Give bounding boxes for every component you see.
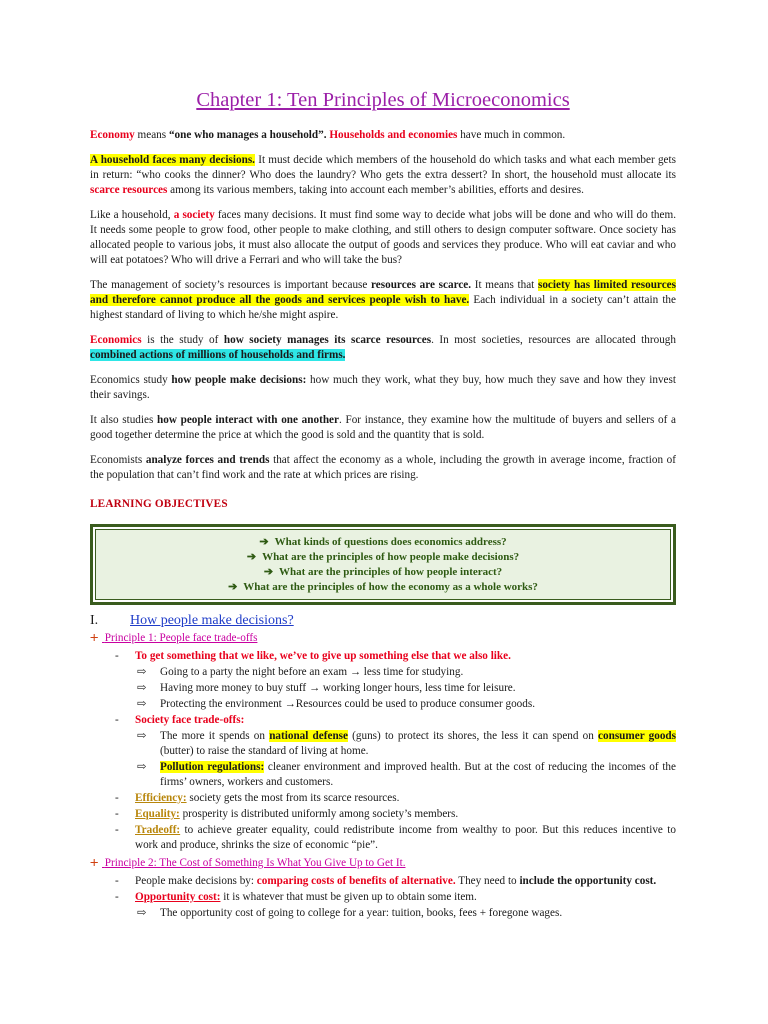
sub-list-item <box>90 681 676 696</box>
text: it is whatever that must be given up to obtain some item. <box>220 891 477 903</box>
dash-bullet: - <box>115 875 119 887</box>
objective-1 <box>96 535 670 550</box>
text: It also studies <box>90 414 158 426</box>
term-economics: Economics <box>90 334 142 346</box>
text: People make decisions by: <box>135 875 257 887</box>
sub-bullet-text: The opportunity cost of going to college for a year: tuition, books, fees + foregone wages. <box>160 907 563 919</box>
text: It means that <box>471 279 538 291</box>
paragraph-society <box>90 208 676 268</box>
list-item <box>90 823 676 853</box>
term-households: Households and economies <box>329 129 458 141</box>
objective-4 <box>96 580 670 595</box>
list-item <box>90 791 676 806</box>
arrow-bullet-icon: ⇨ <box>137 666 147 678</box>
learning-objectives-heading: LEARNING OBJECTIVES <box>90 498 228 510</box>
objective-2 <box>96 550 670 565</box>
text: is the study of <box>141 334 224 346</box>
text: Like a household, <box>90 209 174 221</box>
term-comparing-costs: comparing costs of benefits of alternative. <box>256 875 456 887</box>
term-society: a society <box>173 209 215 221</box>
highlight-limited-resources: society has limited resources and therefore cannot produce all the goods and services people wish to have. <box>90 279 676 306</box>
text: . For instance, they examine how the multitude of buyers and sellers of a good together determine the price at which the good is sold and the quantity that is sold. <box>90 414 676 441</box>
paragraph-economics <box>90 333 676 363</box>
arrow-bullet-icon: ⇨ <box>137 907 147 919</box>
text-bold: include the opportunity cost. <box>519 875 657 887</box>
text: They need to <box>455 875 520 887</box>
text: (butter) to raise the standard of living at home. <box>160 745 369 757</box>
dash-bullet: - <box>115 891 119 903</box>
dash-bullet: - <box>115 650 119 662</box>
dash-bullet: - <box>115 824 119 836</box>
text: faces many decisions. It must find some way to decide what jobs will be done and who will do them. It needs some people to grow food, other people to make clothing, and still others to design computer software. Once society has allocated people to various jobs, it must also allocate the output of goods and services they produce. Who will eat caviar and who will eat potatoes? Who will drive a Ferrari and who will take the bus? <box>90 209 676 266</box>
objective-3 <box>96 565 670 580</box>
sub-bullet-text: Protecting the environment →Resources could be used to produce consumer goods. <box>160 698 536 710</box>
text-bold: how people make decisions: <box>171 374 307 386</box>
term-opportunity-cost: Opportunity cost: <box>135 891 221 903</box>
text: that affect the economy as a whole, including the growth in average income, fraction of the population that can’t find work and the rate at which prices are rising. <box>90 454 676 481</box>
arrow-right-icon: ➔ <box>263 566 274 578</box>
objective-text: What are the principles of how the economy as a whole works? <box>243 581 538 593</box>
text-bold: resources are scarce. <box>371 279 472 291</box>
list-item <box>90 890 676 905</box>
arrow-bullet-icon: ⇨ <box>137 730 147 742</box>
paragraph-decisions <box>90 373 676 403</box>
text: to achieve greater equality, could redistribute income from wealthy to poor. But this reduces incentive to work and produce, shrinks the size of economic “pie”. <box>135 824 676 851</box>
text-bold: “one who manages a household”. <box>168 129 327 141</box>
objectives-box-inner <box>95 529 671 600</box>
highlight-pollution: Pollution regulations: <box>160 761 265 773</box>
text-bold: how society manages its scarce resources <box>223 334 432 346</box>
sub-list-item <box>90 665 676 680</box>
paragraph-management <box>90 278 676 323</box>
list-item <box>90 807 676 822</box>
arrow-right-icon: ➔ <box>259 536 269 548</box>
text-bold: how people interact with one another <box>157 414 339 426</box>
text: Economics study <box>90 374 172 386</box>
sub-list-item <box>90 697 676 712</box>
text: among its various members, taking into account each member’s abilities, efforts and desires. <box>167 184 584 196</box>
arrow-right-icon: ➔ <box>228 581 238 593</box>
sub-bullet-text: Having more money to buy stuff → working longer hours, less time for leisure. <box>160 682 516 694</box>
document-page <box>90 84 676 922</box>
paragraph-household <box>90 153 676 198</box>
text: The more it spends on <box>160 730 270 742</box>
text: It must decide which members of the household do which tasks and what each member gets in return: “who cooks the dinner? Who does the laundry? Who gets the extra dessert? In short, the household must allocate its <box>90 154 676 181</box>
bullet-text: Society face trade-offs: <box>135 714 245 726</box>
highlight-consumer-goods: consumer goods <box>598 730 676 742</box>
text: means <box>134 129 169 141</box>
objective-text: What are the principles of how people make decisions? <box>262 551 520 563</box>
bullet-text: To get something that we like, we’ve to give up something else that we also like. <box>135 650 511 662</box>
text: society gets the most from its scarce resources. <box>186 792 400 804</box>
highlight-national-defense: national defense <box>269 730 348 742</box>
sub-list-item <box>90 729 676 759</box>
term-efficiency: Efficiency: <box>135 792 187 804</box>
objective-text: What kinds of questions does economics address? <box>274 536 507 548</box>
text: (guns) to protect its shores, the less it can spend on <box>347 730 599 742</box>
dash-bullet: - <box>115 792 119 804</box>
highlight-combined-actions: combined actions of millions of households and firms. <box>90 349 346 361</box>
list-item <box>90 874 676 889</box>
sub-bullet-text: Going to a party the night before an exam → less time for studying. <box>160 666 464 678</box>
arrow-bullet-icon: ⇨ <box>137 761 147 773</box>
text-bold: analyze forces and trends <box>145 454 270 466</box>
arrow-bullet-icon: ⇨ <box>137 698 147 710</box>
paragraph-forces <box>90 453 676 483</box>
term-scarce-resources: scarce resources <box>90 184 168 196</box>
text: Each individual in a society can’t attain the highest standard of living to which he/she might aspire. <box>90 294 676 321</box>
paragraph-interact <box>90 413 676 443</box>
text: have much in common. <box>457 129 566 141</box>
highlight-household: A household faces many decisions. <box>90 154 255 166</box>
text: prosperity is distributed uniformly among society’s members. <box>179 808 459 820</box>
principle-title: Principle 2: The Cost of Something Is What You Give Up to Get It. <box>104 857 406 869</box>
bullet-flag-icon: 🞤 <box>90 857 99 869</box>
text: how much they work, what they buy, how much they save and how they invest their savings. <box>90 374 676 401</box>
term-equality: Equality: <box>135 808 180 820</box>
paragraph-economy <box>90 128 676 143</box>
text: The management of society’s resources is important because <box>90 279 372 291</box>
list-item <box>90 713 676 728</box>
term-economy: Economy <box>90 129 135 141</box>
bullet-flag-icon: 🞤 <box>90 632 99 644</box>
objectives-box <box>90 524 676 605</box>
arrow-right-icon: ➔ <box>246 551 257 563</box>
principle-1-heading <box>90 631 676 646</box>
sub-list-item <box>90 906 676 921</box>
arrow-bullet-icon: ⇨ <box>137 682 147 694</box>
principle-2-heading <box>90 856 676 871</box>
dash-bullet: - <box>115 714 119 726</box>
list-item <box>90 649 676 664</box>
principle-title: Principle 1: People face trade-offs <box>104 632 258 644</box>
text: cleaner environment and improved health. But at the cost of reducing the incomes of the firms’ owners, workers and customers. <box>160 761 676 788</box>
sub-list-item <box>90 760 676 790</box>
section-title: How people make decisions? <box>130 613 294 628</box>
section-number: I. <box>90 613 99 628</box>
text: Economists <box>90 454 146 466</box>
objective-text: What are the principles of how people interact? <box>279 566 503 578</box>
term-tradeoff: Tradeoff: <box>135 824 181 836</box>
text: . In most societies, resources are allocated through <box>431 334 676 346</box>
section-heading <box>90 613 676 628</box>
page-title: Chapter 1: Ten Principles of Microeconomics <box>196 89 570 111</box>
dash-bullet: - <box>115 808 119 820</box>
